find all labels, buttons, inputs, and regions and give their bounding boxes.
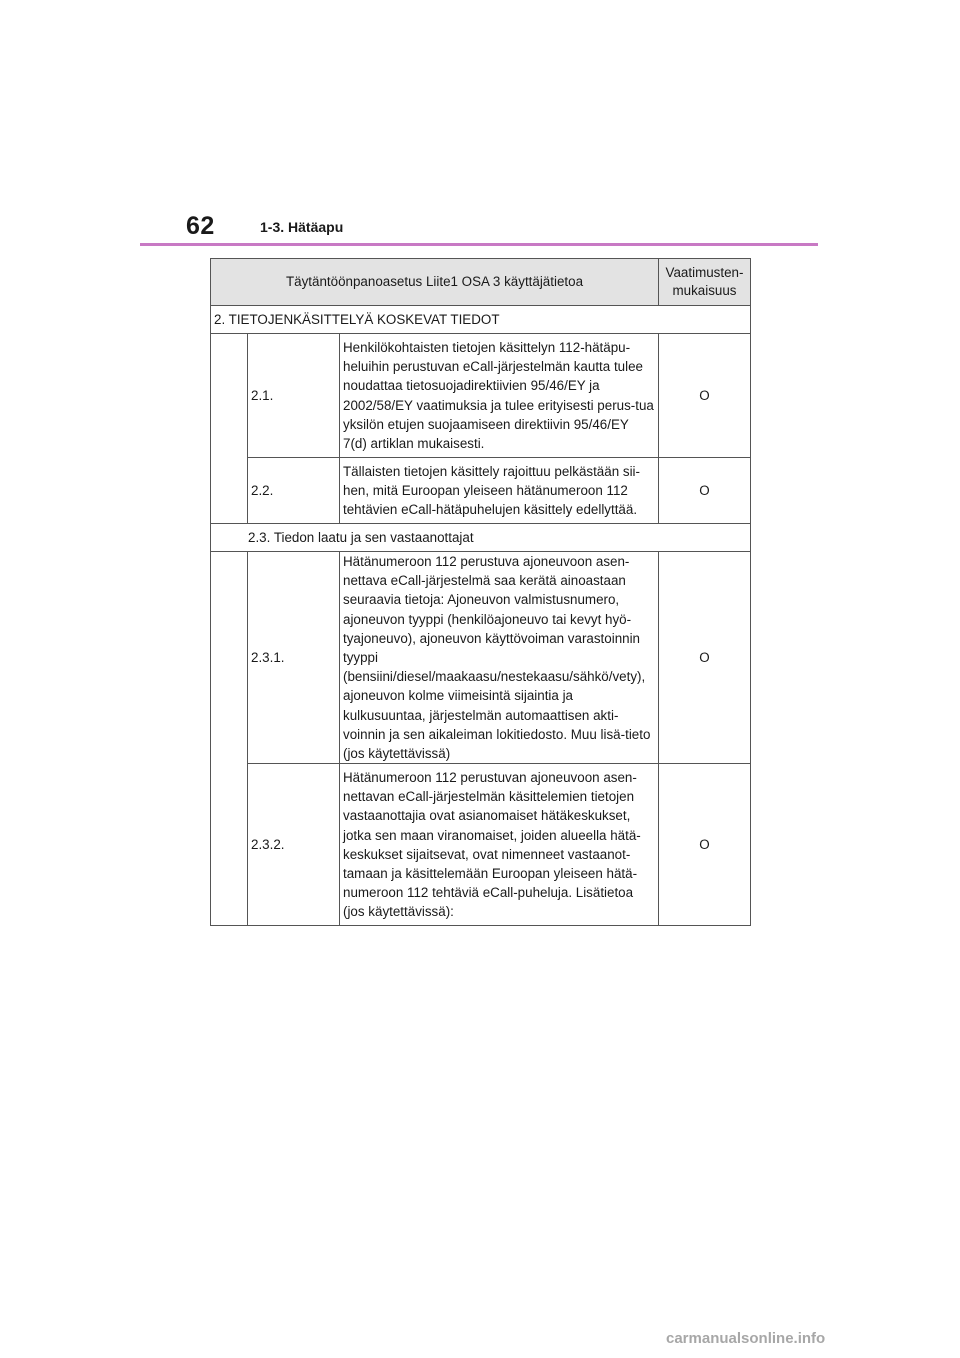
item-text: Hätänumeroon 112 perustuvan ajoneuvoon asen-nettavan eCall-järjestelmän käsittelemien tietojen vastaanottajia ovat asianomaiset hätäkeskukset, jotka sen maan viranomaiset, joiden alueella hätä-keskukset sijaitsevat, ovat nimenneet vastaanot-tamaan ja käsittelemään Euroopan yleiseen hätä-numeroon 112 tehtäviä eCall-puheluja. Lisätietoa (jos käytettävissä): <box>340 764 659 926</box>
item-text: Henkilökohtaisten tietojen käsittelyn 112-hätäpu-heluihin perustuvan eCall-järjestelmän kautta tulee noudattaa tietosuojadirektiivien 95/46/EY ja 2002/58/EY vaatimuksia ja tulee erityisesti perus-tua yksilön etujen suojaamiseen direktiivin 95/46/EY 7(d) artiklan mukaisesti. <box>340 334 659 458</box>
item-number: 2.3.2. <box>248 764 340 926</box>
compliance-mark: O <box>659 764 751 926</box>
item-number: 2.2. <box>248 458 340 524</box>
section-2-3-heading: 2.3. Tiedon laatu ja sen vastaanottajat <box>211 524 751 552</box>
compliance-header-line-1: Vaatimusten- <box>665 265 744 280</box>
header-rule <box>140 243 818 246</box>
section-2-heading: 2. TIETOJENKÄSITTELYÄ KOSKEVAT TIEDOT <box>211 306 751 334</box>
table-header-row <box>211 259 751 306</box>
indent-cell <box>211 334 248 524</box>
compliance-mark: O <box>659 552 751 764</box>
table-row <box>211 334 751 458</box>
section-title: 1-3. Hätäapu <box>260 219 344 235</box>
table-header-compliance <box>659 259 751 306</box>
table-row <box>211 764 751 926</box>
watermark: carmanualsonline.info <box>666 1330 826 1347</box>
page-number: 62 <box>186 212 215 240</box>
item-text: Hätänumeroon 112 perustuva ajoneuvoon asen-nettava eCall-järjestelmä saa kerätä ainoastaan seuraavia tietoja: Ajoneuvon valmistusnumero, ajoneuvon tyyppi (henkilöajoneuvo tai kevyt hyö-tyajoneuvo), ajoneuvon käyttövoiman varastoinnin tyyppi (bensiini/diesel/maakaasu/nestekaasu/sähkö/vety), ajoneuvon kolme viimeisintä sijaintia ja kulkusuuntaa, järjestelmän automaattisen akti-voinnin ja sen aikaleiman lokitiedosto. Muu lisä-tieto (jos käytettävissä) <box>340 552 659 764</box>
item-number: 2.3.1. <box>248 552 340 764</box>
compliance-header-line-2: mukaisuus <box>672 283 737 298</box>
compliance-mark: O <box>659 334 751 458</box>
regulation-table <box>210 258 751 926</box>
indent-cell <box>211 552 248 926</box>
table-header-main: Täytäntöönpanoasetus Liite1 OSA 3 käyttäjätietoa <box>211 259 659 306</box>
section-row <box>211 524 751 552</box>
table-row <box>211 458 751 524</box>
item-text: Tällaisten tietojen käsittely rajoittuu pelkästään sii-hen, mitä Euroopan yleiseen hätänumeroon 112 tehtävien eCall-hätäpuhelujen käsittely edellyttää. <box>340 458 659 524</box>
item-number: 2.1. <box>248 334 340 458</box>
table-row <box>211 552 751 764</box>
compliance-mark: O <box>659 458 751 524</box>
section-row <box>211 306 751 334</box>
